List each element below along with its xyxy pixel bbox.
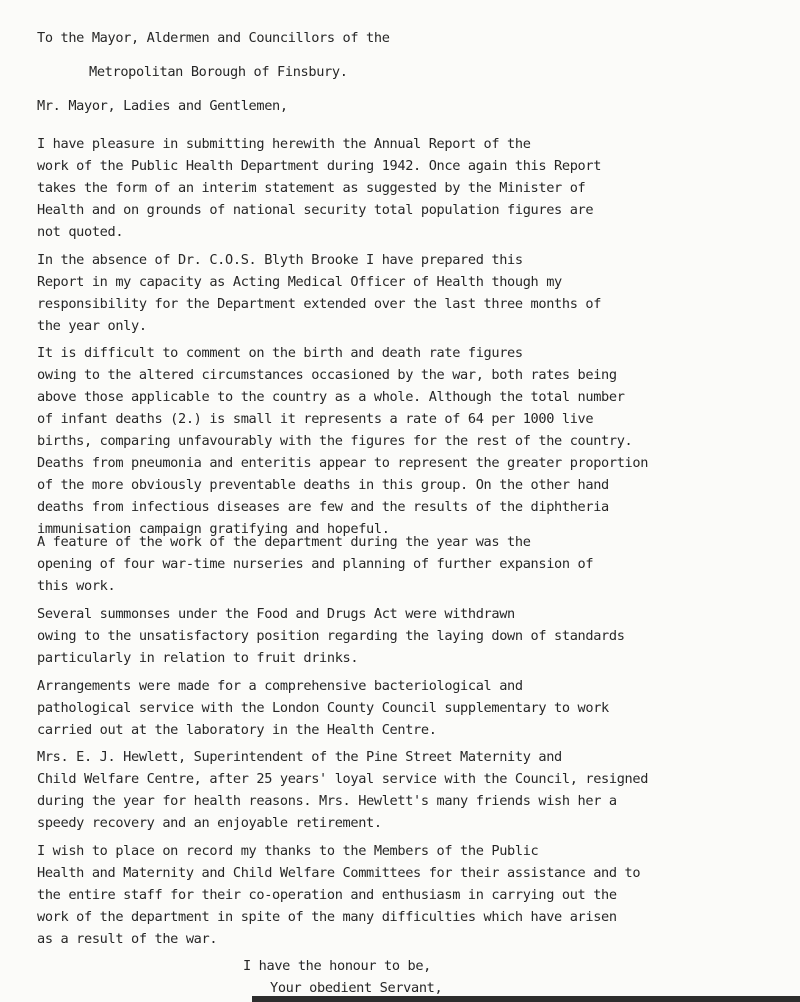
paragraph-nurseries: A feature of the work of the department during the year was the opening of four war-time nurseries and planning of further expansion of this work. bbox=[37, 534, 594, 594]
address-line-1: To the Mayor, Aldermen and Councillors of the bbox=[37, 30, 390, 46]
page-bottom-edge bbox=[252, 996, 800, 1002]
address-line-2: Metropolitan Borough of Finsbury. bbox=[89, 64, 348, 80]
paragraph-acting-officer: In the absence of Dr. C.O.S. Blyth Brooke I have prepared this Report in my capacity as Acting Medical Officer of Health though my responsibility for the Department extended over the last three months of the year only. bbox=[37, 252, 602, 334]
paragraph-hewlett-retirement: Mrs. E. J. Hewlett, Superintendent of the Pine Street Maternity and Child Welfare Centre, after 25 years' loyal service with the Council, resigned during the year for health reasons. Mrs. Hewlett's many friends wish her a speedy recovery and an enjoyable retirement. bbox=[37, 749, 649, 831]
paragraph-food-drugs-act: Several summonses under the Food and Drugs Act were withdrawn owing to the unsatisfactory position regarding the laying down of standards particularly in relation to fruit drinks. bbox=[37, 606, 625, 666]
closing-line-2: Your obedient Servant, bbox=[270, 980, 443, 996]
paragraph-thanks: I wish to place on record my thanks to the Members of the Public Health and Maternity and Child Welfare Committees for their assistance and to the entire staff for their co-operation and enthusiasm in carrying out the work of the department in spite of the many difficulties which have arisen as a result of the war. bbox=[37, 843, 641, 947]
paragraph-bacteriological-service: Arrangements were made for a comprehensive bacteriological and pathological service with the London County Council supplementary to work carried out at the laboratory in the Health Centre. bbox=[37, 678, 609, 738]
paragraph-birth-death-rates: It is difficult to comment on the birth and death rate figures owing to the altered circumstances occasioned by the war, both rates being above those applicable to the country as a whole. Although the total number of infant deaths (2.) is small it represents a rate of 64 per 1000 live births, comparing unfavourably with the figures for the rest of the country. Deaths from pneumonia and enteritis appear to represent the greater proportion of the more obviously preventable deaths in this group. On the other hand deaths from infectious diseases are few and the results of the diphtheria immunisation campaign gratifying and hopeful. bbox=[37, 345, 649, 537]
salutation: Mr. Mayor, Ladies and Gentlemen, bbox=[37, 98, 288, 114]
closing-line-1: I have the honour to be, bbox=[243, 958, 432, 974]
paragraph-annual-report: I have pleasure in submitting herewith the Annual Report of the work of the Public Health Department during 1942. Once again this Report takes the form of an interim statement as suggested by the Minister of Health and on grounds of national security total population figures are not quoted. bbox=[37, 136, 602, 240]
